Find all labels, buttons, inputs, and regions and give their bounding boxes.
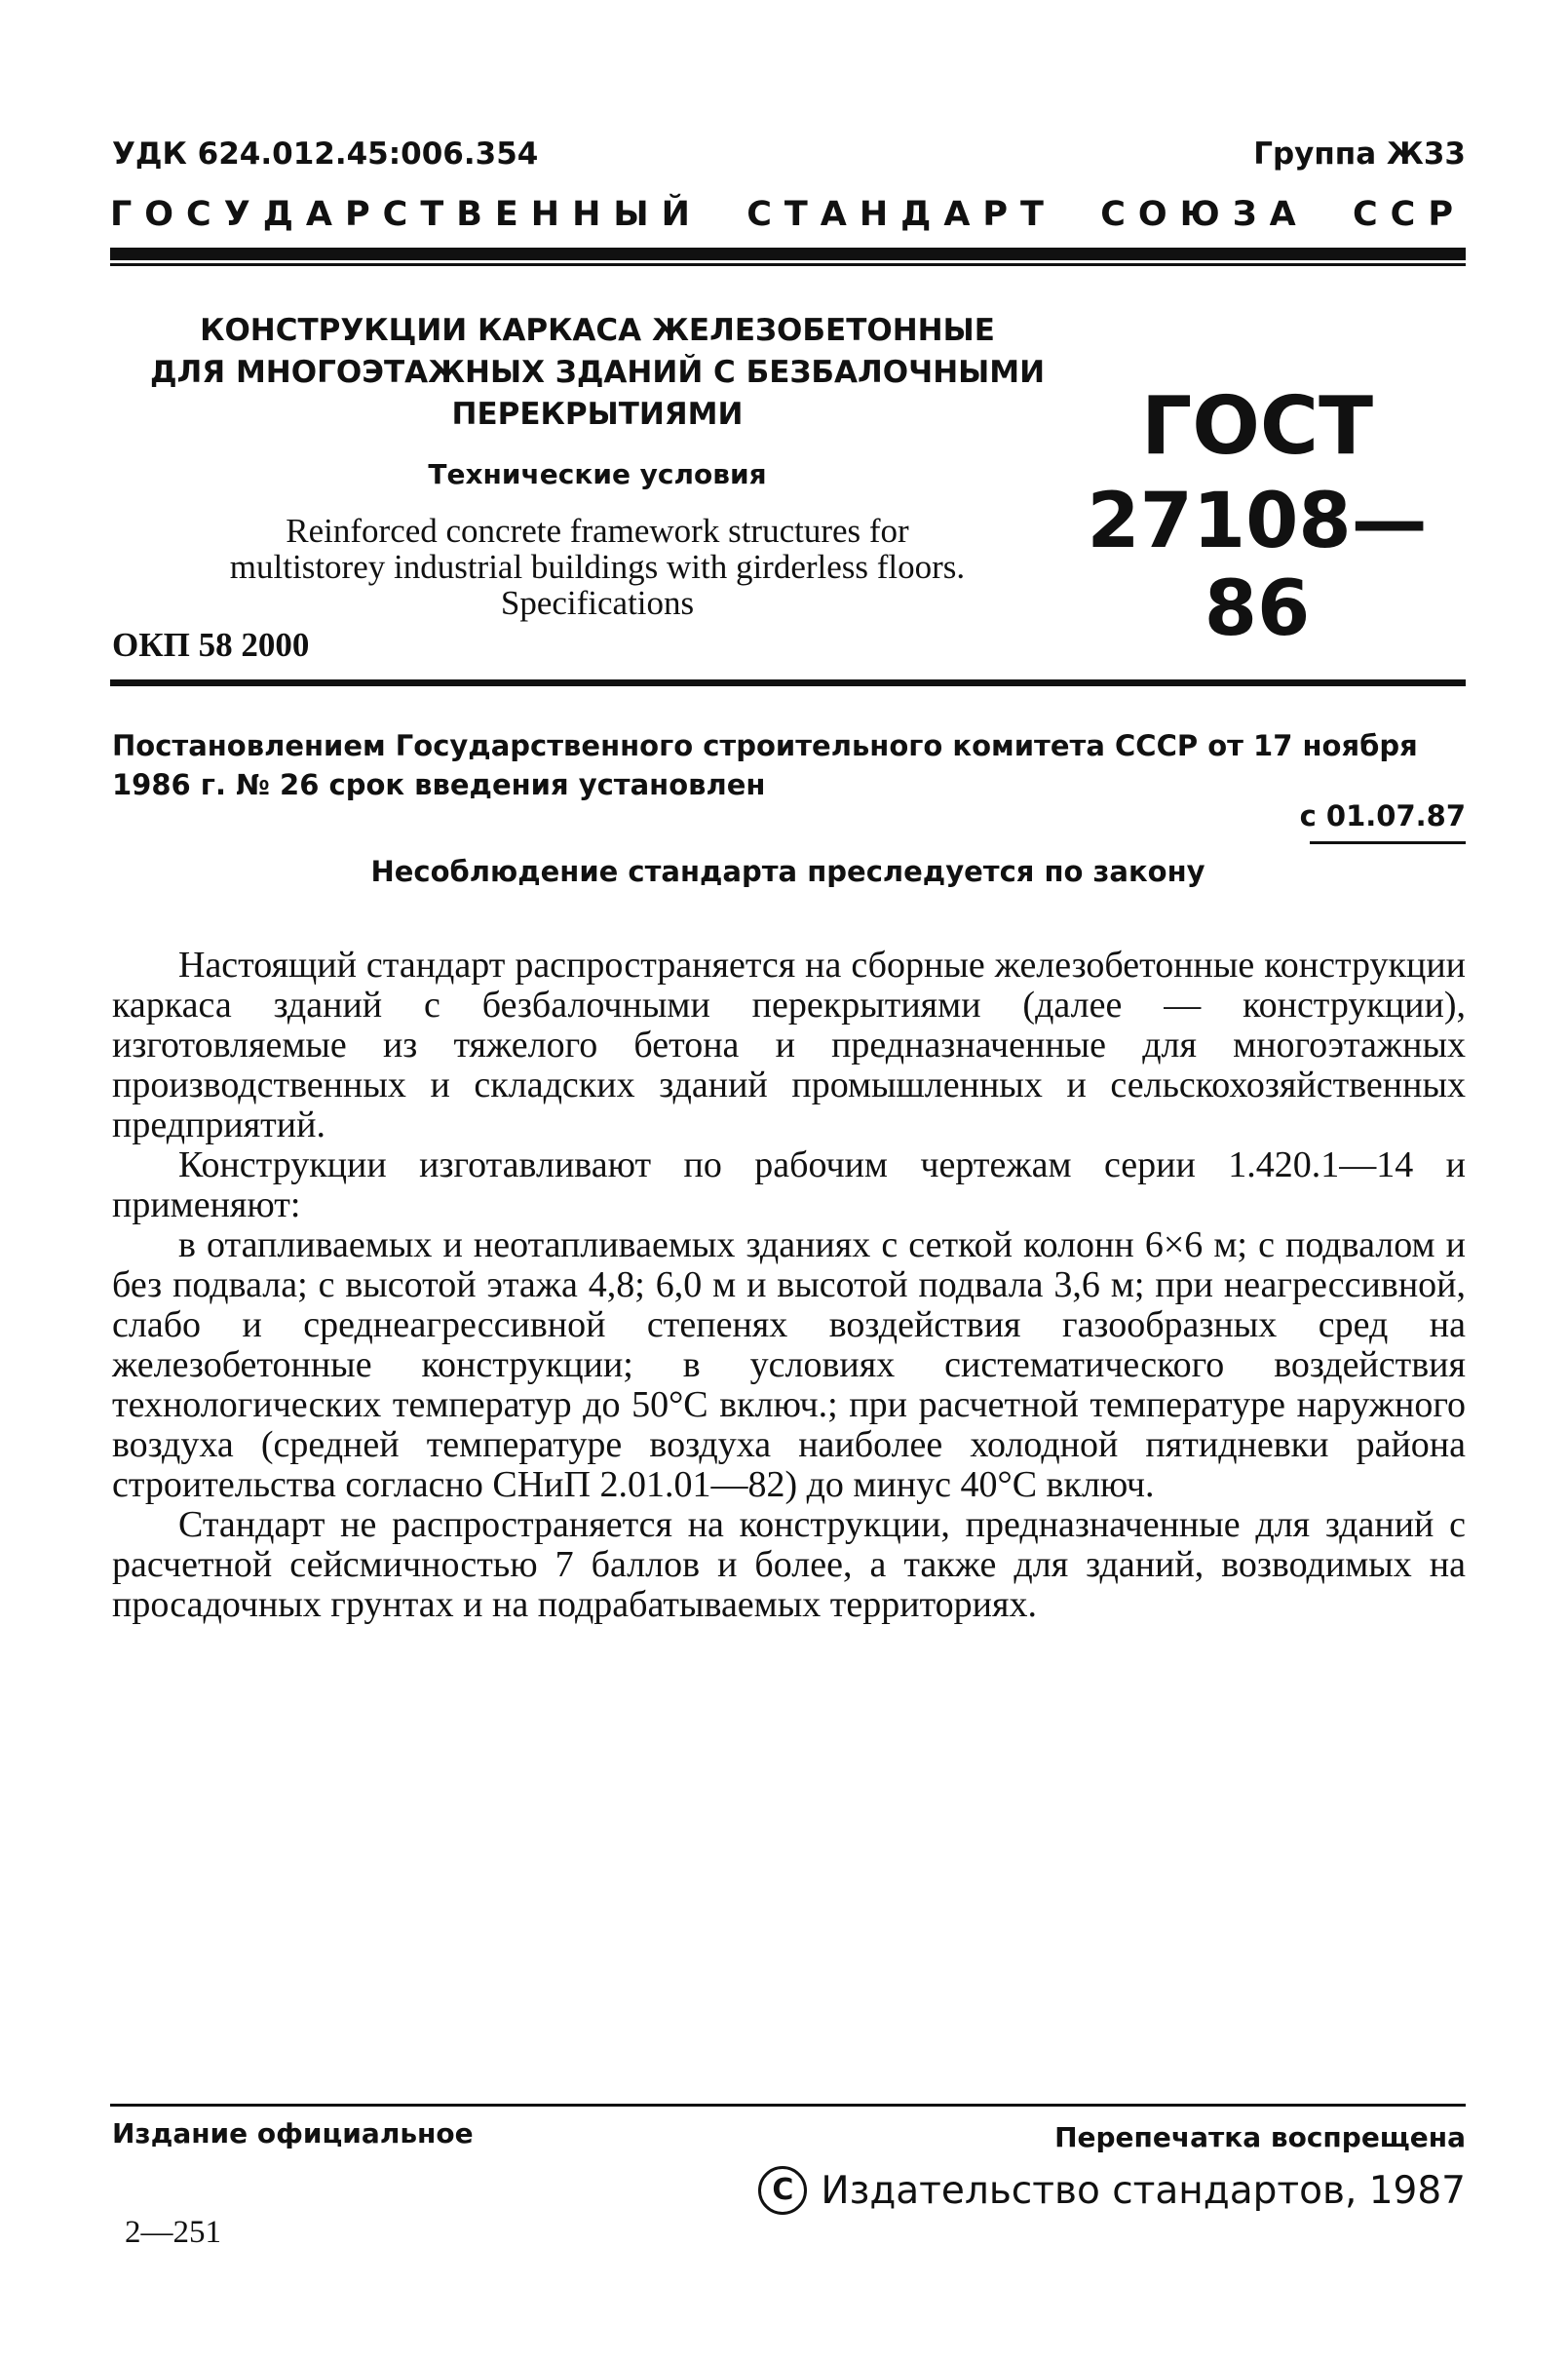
body-paragraph: Конструкции изготавливают по рабочим чертежам серии 1.420.1—14 и применяют:: [112, 1144, 1466, 1225]
state-standard-banner: [110, 195, 1466, 234]
body-text: [112, 946, 1466, 1625]
page-code: 2—251: [125, 2215, 221, 2250]
document-title: [110, 310, 1085, 436]
section-rule: [110, 679, 1466, 686]
effective-date-underline: [1310, 841, 1466, 844]
effective-date: с 01.07.87: [1299, 799, 1466, 833]
state-standard-word: ССР: [1352, 195, 1466, 234]
title-line: ПЕРЕКРЫТИЯМИ: [451, 397, 744, 432]
english-title-line: multistorey industrial buildings with girderless floors.: [229, 548, 966, 586]
title-line: КОНСТРУКЦИИ КАРКАСА ЖЕЛЕЗОБЕТОННЫЕ: [200, 313, 995, 348]
footer-rule: [110, 2104, 1466, 2107]
law-notice: Несоблюдение стандарта преследуется по закону: [370, 855, 1205, 888]
title-line: ДЛЯ МНОГОЭТАЖНЫХ ЗДАНИЙ С БЕЗБАЛОЧНЫМИ: [149, 355, 1046, 390]
state-standard-word: СТАНДАРТ: [746, 195, 1056, 234]
publisher-name: Издательство стандартов, 1987: [821, 2168, 1466, 2213]
publisher-line: [758, 2166, 1466, 2215]
header-thick-rule: [110, 248, 1466, 260]
body-paragraph: Настоящий стандарт распространяется на сборные железобетонные конструкции каркаса зданий с безбалочными перекрытиями (далее — конструкции), изготовляемые из тяжелого бетона и предназначенные для многоэтажных производственных и складских зданий промышленных и сельскохозяйственных предприятий.: [112, 945, 1466, 1145]
udk-code: УДК 624.012.45:006.354: [112, 136, 539, 172]
gost-label: ГОСТ: [1140, 380, 1374, 473]
english-title: [110, 513, 1085, 621]
english-title-line: Specifications: [500, 584, 695, 622]
body-paragraph: Стандарт не распространяется на конструкции, предназначенные для зданий с расчетной сейсмичностью 7 баллов и более, а также для зданий, возводимых на просадочных грунтах и на подрабатываемых территориях.: [112, 1504, 1466, 1625]
copyright-icon: C: [758, 2166, 807, 2215]
group-code: Группа Ж33: [1253, 136, 1466, 172]
document-subtitle: Технические условия: [428, 458, 767, 490]
gost-number: 27108—86: [1087, 478, 1428, 653]
okp-code: ОКП 58 2000: [112, 626, 310, 664]
reprint-notice: Перепечатка воспрещена: [1054, 2121, 1466, 2153]
header-thin-rule: [110, 263, 1466, 266]
state-standard-word: ГОСУДАРСТВЕННЫЙ: [110, 195, 703, 234]
decree-text: Постановлением Государственного строительного комитета СССР от 17 ноября 1986 г. № 26 срок введения установлен: [112, 729, 1418, 801]
edition-note: Издание официальное: [112, 2117, 474, 2149]
english-title-line: Reinforced concrete framework structures for: [286, 512, 909, 550]
body-paragraph: в отапливаемых и неотапливаемых зданиях с сеткой колонн 6×6 м; с подвалом и без подвала; с высотой этажа 4,8; 6,0 м и высотой подвала 3,6 м; при неагрессивной, слабо и среднеагрессивной степенях воздействия газообразных сред на железобетонные конструкции; в условиях систематического воздействия технологических температур до 50°С включ.; при расчетной температуре наружного воздуха (средней температуре воздуха наиболее холодной пятидневки района строительства согласно СНиП 2.01.01—82) до минус 40°С включ.: [112, 1224, 1466, 1505]
state-standard-word: СОЮЗА: [1100, 195, 1309, 234]
